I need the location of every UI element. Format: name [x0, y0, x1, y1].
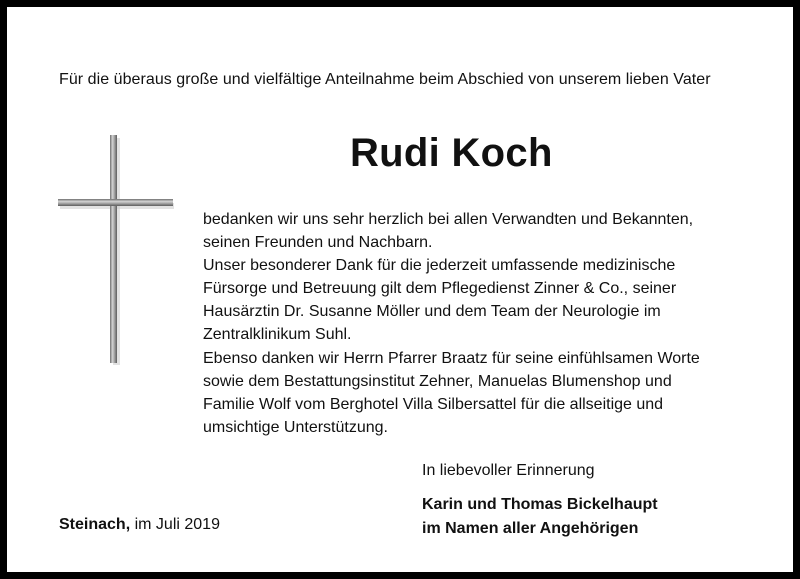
signers — [422, 493, 658, 540]
body-line: Familie Wolf vom Berghotel Villa Silbersattel für die allseitige und — [203, 395, 664, 413]
body-line: Zentralklinikum Suhl. — [203, 326, 352, 344]
cross-icon — [57, 135, 175, 365]
place-date — [59, 516, 220, 534]
place: Steinach, — [59, 516, 131, 533]
body-line: Unser besonderer Dank für die jederzeit umfassende medizinische — [203, 257, 676, 275]
body-line: bedanken wir uns sehr herzlich bei allen Verwandten und Bekannten, — [203, 211, 694, 228]
body-line: sowie dem Bestattungsinstitut Zehner, Manuelas Blumenshop und — [203, 372, 672, 390]
signer-line: Karin und Thomas Bickelhaupt — [422, 496, 658, 513]
memory-text: In liebevoller Erinnerung — [422, 462, 595, 479]
body-line: Fürsorge und Betreuung gilt dem Pflegedienst Zinner & Co., seiner — [203, 280, 677, 298]
deceased-name: Rudi Koch — [350, 131, 553, 175]
body-text — [203, 208, 743, 439]
body-line: Ebenso danken wir Herrn Pfarrer Braatz für seine einfühlsamen Worte — [203, 349, 700, 367]
date: im Juli 2019 — [130, 516, 220, 533]
intro-text: Für die überaus große und vielfältige Anteilnahme beim Abschied von unserem lieben Vater — [59, 71, 711, 88]
body-line: umsichtige Unterstützung. — [203, 418, 388, 436]
signer-line: im Namen aller Angehörigen — [422, 519, 639, 537]
body-line: seinen Freunden und Nachbarn. — [203, 234, 433, 252]
body-line: Hausärztin Dr. Susanne Möller und dem Team der Neurologie im — [203, 303, 661, 321]
